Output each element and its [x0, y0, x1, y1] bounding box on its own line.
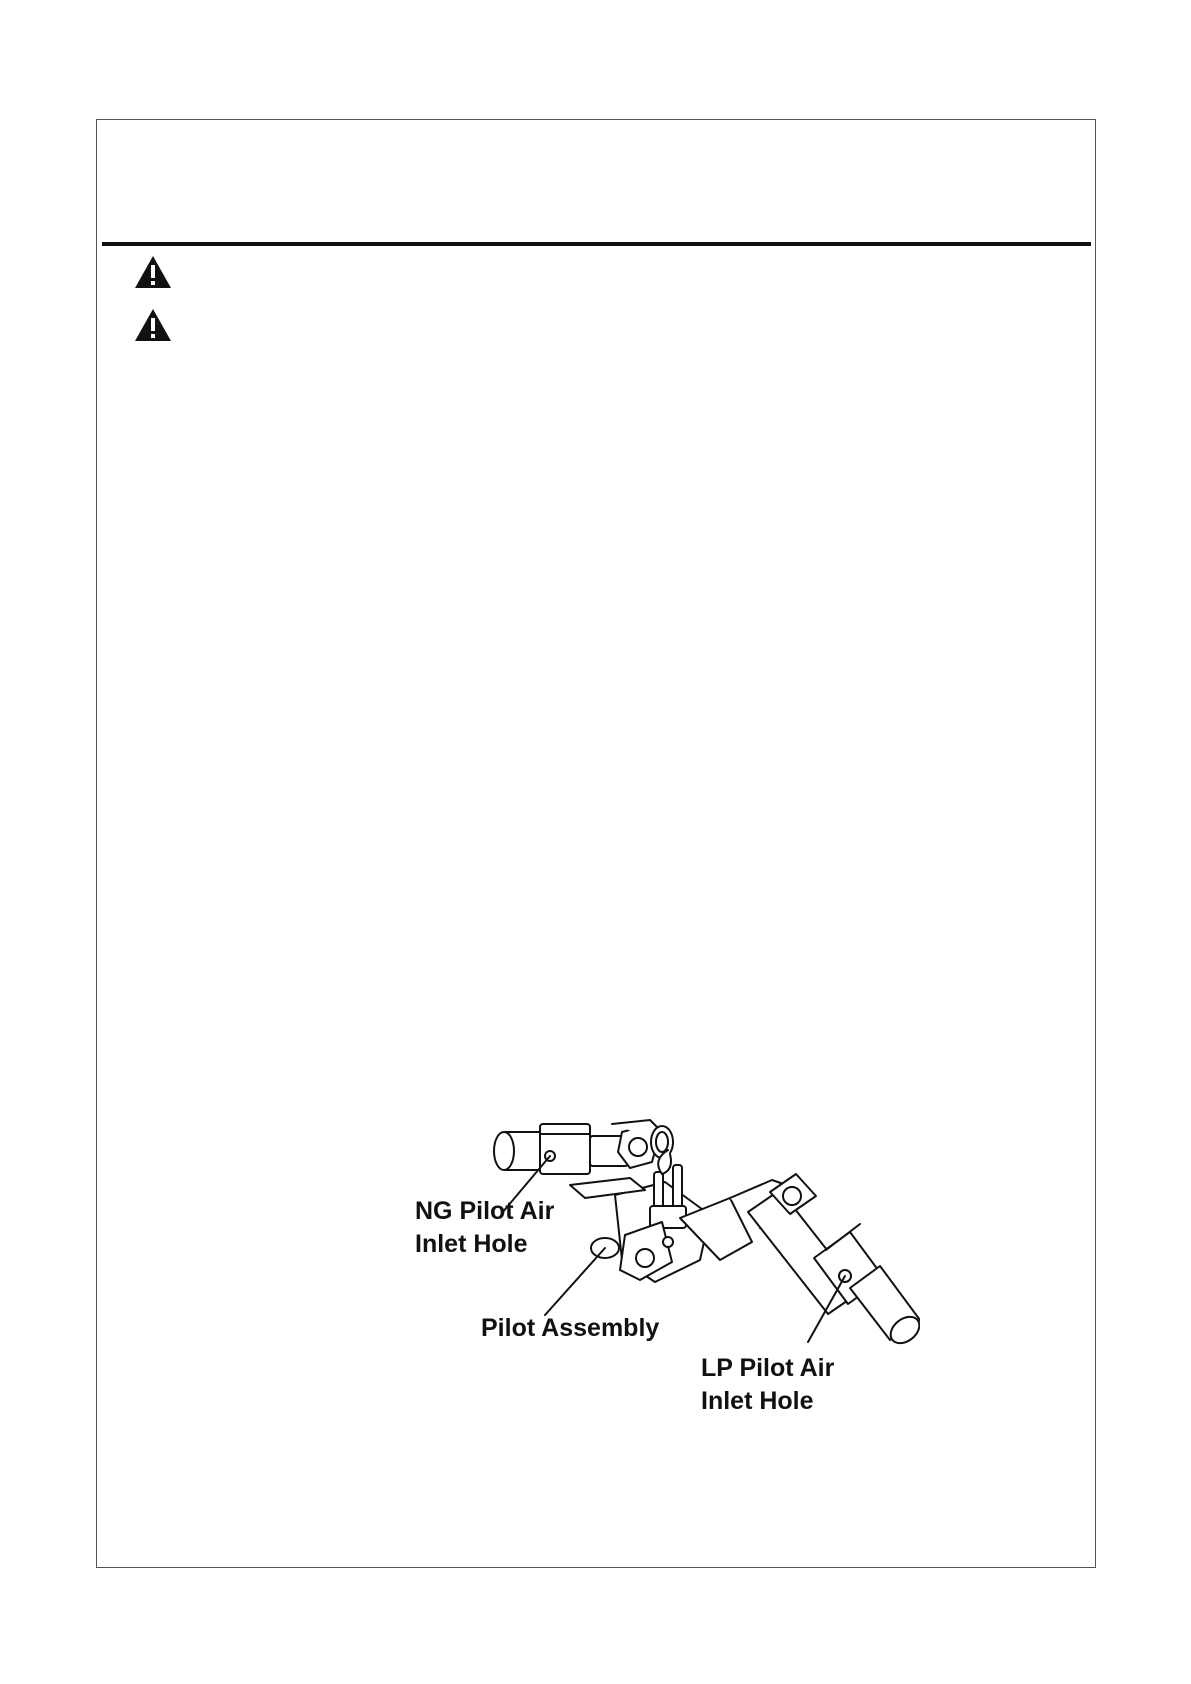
ng-label-line2: Inlet Hole — [415, 1230, 528, 1258]
header-rule — [102, 242, 1091, 246]
pilot-assembly-diagram — [400, 1110, 920, 1430]
warning-triangle-icon — [133, 254, 173, 290]
pilot-assembly-label: Pilot Assembly — [481, 1314, 660, 1342]
warning-triangle-icon — [133, 307, 173, 343]
ng-label-line1: NG Pilot Air — [415, 1197, 555, 1225]
lp-label-line1: LP Pilot Air — [701, 1354, 835, 1382]
ng-pilot-air-inlet-hole-label — [415, 1195, 554, 1261]
lp-pilot-air-inlet-hole-label — [701, 1352, 834, 1418]
lp-label-line2: Inlet Hole — [701, 1387, 814, 1415]
